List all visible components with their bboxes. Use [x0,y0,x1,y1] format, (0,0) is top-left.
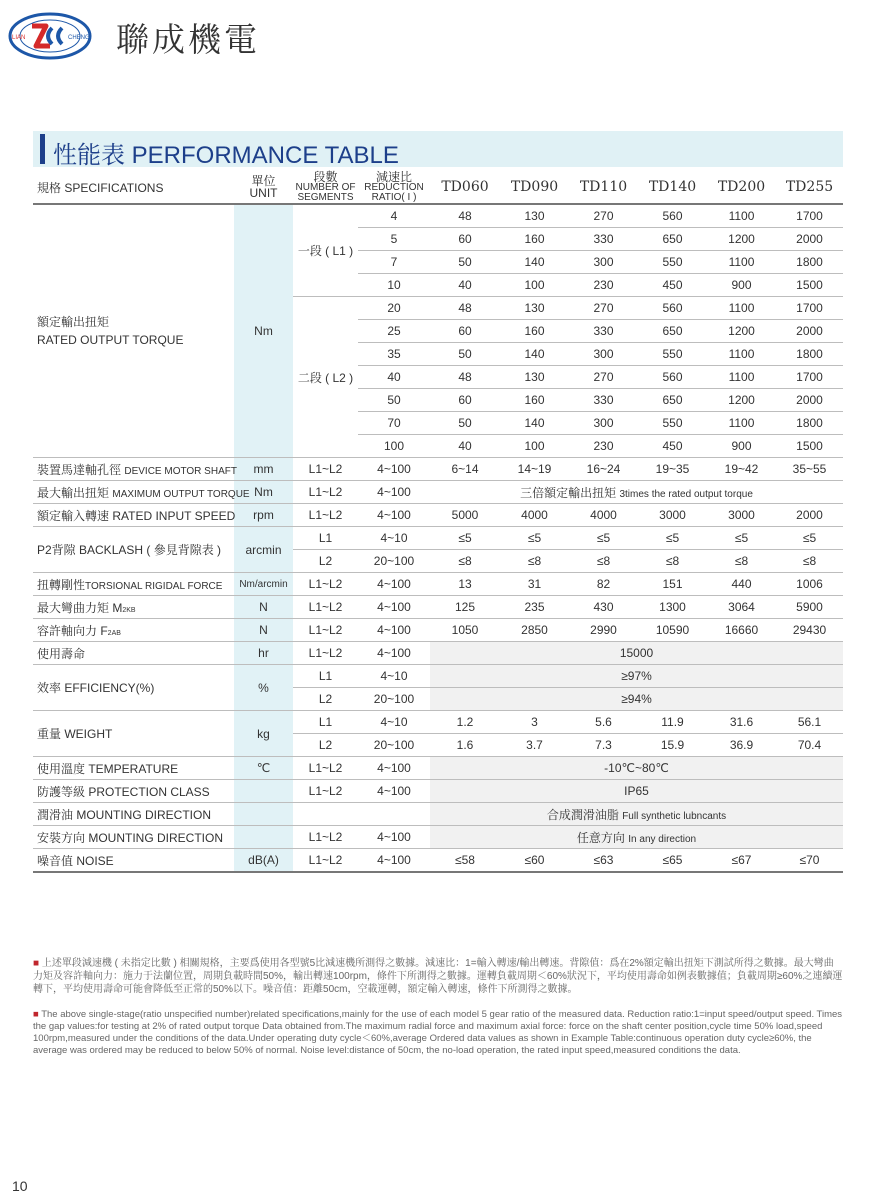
value-cell: 270 [569,297,638,320]
value-cell: ≤63 [569,849,638,873]
row-label: P2背隙 BACKLASH ( 參見背隙表 ) [33,527,234,573]
ratio-cell: 40 [358,366,430,389]
value-cell: 40 [430,435,500,458]
shaft-label [33,458,237,481]
row-label: 防護等級 PROTECTION CLASS [33,780,234,803]
value-cell: 650 [638,389,707,412]
value-cell: 140 [500,343,569,366]
value-cell: 560 [638,204,707,228]
ratio-cell: 25 [358,320,430,343]
value-cell: 1.6 [430,734,500,757]
axial-label [33,619,234,642]
value-cell: ≤60 [500,849,569,873]
value-cell: 48 [430,366,500,389]
max-torque-value-en: 3times the rated output torque [619,488,753,500]
logo-text-left: LIAN [12,35,26,41]
value-cell: 1100 [707,204,776,228]
value-cell: 900 [707,274,776,297]
header-unit [234,171,293,204]
merged-value: 15000 [430,642,843,665]
value-cell: 230 [569,274,638,297]
torque-seg1: 一段 ( L1 ) [293,204,358,297]
value-cell: 56.1 [776,711,843,734]
value-cell: 60 [430,228,500,251]
seg-cell: L1~L2 [293,481,358,504]
torque-unit: Nm [234,204,293,458]
value-cell: 2000 [776,320,843,343]
row-label: 噪音值 NOISE [33,849,234,873]
value-cell: 3064 [707,596,776,619]
value-cell: 160 [500,389,569,412]
value-cell: 100 [500,435,569,458]
merged-value [430,826,843,849]
ratio-cell [358,803,430,826]
value-cell: 13 [430,573,500,596]
value-cell: ≤5 [430,527,500,550]
value-cell: 140 [500,412,569,435]
value-cell: 1500 [776,435,843,458]
value-cell: 5000 [430,504,500,527]
title-accent [40,134,45,164]
torque-label [33,204,234,458]
value-cell: 10590 [638,619,707,642]
seg-cell: L1~L2 [293,458,358,481]
value-cell: 70.4 [776,734,843,757]
table-row [33,596,843,619]
value-cell: 1100 [707,343,776,366]
table-row [33,665,843,688]
bending-label-sub: 2KB [122,606,136,614]
torque-label-en: RATED OUTPUT TORQUE [37,333,184,347]
ratio-cell: 70 [358,412,430,435]
merged-value [430,481,843,504]
unit-cell: % [234,665,293,711]
header-ratio-cn: 減速比 [375,170,412,184]
value-cell: 1300 [638,596,707,619]
value-cell: 3000 [638,504,707,527]
value-cell: 7.3 [569,734,638,757]
value-cell: 230 [569,435,638,458]
ratio-cell: 20~100 [358,550,430,573]
value-cell: 300 [569,343,638,366]
page-number: 10 [12,1178,28,1194]
mounting-value-cn: 任意方向 [576,830,625,845]
max-torque-value-cn: 三倍額定輸出扭矩 [520,485,617,500]
value-cell: 60 [430,389,500,412]
table-row [33,757,843,780]
seg-cell: L2 [293,734,358,757]
ratio-cell: 5 [358,228,430,251]
note-chinese-text: 上述單段減速機 ( 未指定比數 ) 相關規格，主要爲使用各型號5比減速機所測得之數據。減速比：1=輸入轉速/輸出轉速。背隙值：爲在2%額定輸出扭矩下測試所得之數據。最大彎曲力矩及容許軸向力：施力于法蘭位置，周期負載時間50%，輸出轉速100rpm，條件下所測得之數據。運轉負載周期＜60%狀況下，平均使用壽命如例表數據值；負載周期≥60%之連續運轉下，平均使用壽命可能會降低至正常的50%以下。噪音值：距離50cm，空載運轉，額定輸入轉速，條件下所測得之數據。 [33,958,843,995]
value-cell: 900 [707,435,776,458]
ratio-cell: 20~100 [358,688,430,711]
value-cell: 40 [430,274,500,297]
value-cell: 1200 [707,228,776,251]
value-cell: 1006 [776,573,843,596]
value-cell: 130 [500,297,569,320]
header-unit-cn: 單位 [251,174,276,188]
value-cell: 1100 [707,297,776,320]
unit-cell: N [234,619,293,642]
table-row [33,573,843,596]
ratio-cell: 4~100 [358,596,430,619]
value-cell: ≤70 [776,849,843,873]
ratio-cell: 7 [358,251,430,274]
header-seg-en2: SEGMENTS [297,192,354,203]
seg-cell: L1~L2 [293,619,358,642]
unit-cell [234,826,293,849]
value-cell: 4000 [500,504,569,527]
merged-value: ≥97% [430,665,843,688]
value-cell: ≤5 [569,527,638,550]
ratio-cell: 4~100 [358,780,430,803]
ratio-cell: 50 [358,389,430,412]
value-cell: ≤65 [638,849,707,873]
ratio-cell: 4~100 [358,458,430,481]
value-cell: 650 [638,228,707,251]
value-cell: ≤5 [776,527,843,550]
value-cell: 560 [638,297,707,320]
ratio-cell: 20 [358,297,430,320]
table-header-row [33,171,843,204]
table-row [33,504,843,527]
unit-cell [234,780,293,803]
table-row [33,780,843,803]
value-cell: 550 [638,343,707,366]
value-cell: 2990 [569,619,638,642]
value-cell: 48 [430,297,500,320]
section-title-bar [33,131,843,167]
value-cell: 11.9 [638,711,707,734]
value-cell: 1700 [776,366,843,389]
value-cell: 235 [500,596,569,619]
seg-cell: L1~L2 [293,849,358,873]
seg-cell: L1 [293,665,358,688]
value-cell: 550 [638,412,707,435]
seg-cell: L1~L2 [293,573,358,596]
note-english-text: The above single-stage(ratio unspecified number)related specifications,mainly for the use of each model 5 gear ratio of the measured data. Reduction ratio:1=input speed/output speed. Times the gap values:for testing at 2% of rated output torque Data obtained from.The maximum radial force and maximum axial force: force on the shaft center position,cycle time 50% load,speed 100rpm,measured under the conditions of the data.Under operating duty cycle＜60%,average Ordered data values as shown in Example Table:continuous operation duty cycle≥60%, the average was ordered may be reduced to below 50% of normal. Noise level:distance of 50cm, the no-load operation, the rated input speed,measured conditions the data. [33,1009,843,1056]
header-ratio-en1: REDUCTION [364,182,424,193]
value-cell: 450 [638,274,707,297]
value-cell: 3000 [707,504,776,527]
max-torque-label-cn: 最大輸出扭矩 [37,485,110,500]
value-cell: ≤5 [638,527,707,550]
value-cell: 1800 [776,412,843,435]
ratio-cell: 10 [358,274,430,297]
company-name: 聯成機電 [116,20,260,59]
table-row [33,826,843,849]
table-row [33,849,843,873]
value-cell: 550 [638,251,707,274]
unit-cell: N [234,596,293,619]
value-cell: 160 [500,228,569,251]
header-model: TD255 [776,171,843,204]
value-cell: 36.9 [707,734,776,757]
value-cell: 1.2 [430,711,500,734]
value-cell: 140 [500,251,569,274]
ratio-cell: 4~100 [358,849,430,873]
bending-label-cn: 最大彎曲力矩 M [37,600,123,615]
table-row [33,711,843,734]
ratio-cell: 4~100 [358,573,430,596]
value-cell: 151 [638,573,707,596]
ratio-cell: 35 [358,343,430,366]
ratio-cell: 4~10 [358,711,430,734]
ratio-cell: 4~100 [358,504,430,527]
value-cell: 3 [500,711,569,734]
value-cell: ≤5 [707,527,776,550]
value-cell: 4000 [569,504,638,527]
value-cell: 2000 [776,504,843,527]
value-cell: 130 [500,366,569,389]
header-model: TD110 [569,171,638,204]
header-spec: 規格 SPECIFICATIONS [33,171,234,204]
value-cell: 1100 [707,412,776,435]
ratio-cell: 4~100 [358,826,430,849]
seg-cell: L1 [293,527,358,550]
performance-table [33,171,843,873]
value-cell: 300 [569,412,638,435]
value-cell: 5900 [776,596,843,619]
value-cell: ≤8 [569,550,638,573]
unit-cell: arcmin [234,527,293,573]
bending-label [33,596,234,619]
unit-cell: ℃ [234,757,293,780]
header-model: TD060 [430,171,500,204]
ratio-cell: 4~100 [358,642,430,665]
shaft-label-en: DEVICE MOTOR SHAFT [124,465,237,477]
lubricant-value-en: Full synthetic lubncants [622,810,727,822]
value-cell: 2000 [776,389,843,412]
torque-label-cn: 額定輸出扭矩 [37,315,110,329]
value-cell: ≤8 [776,550,843,573]
value-cell: 430 [569,596,638,619]
value-cell: 31.6 [707,711,776,734]
value-cell: 560 [638,366,707,389]
value-cell: 1100 [707,251,776,274]
note-chinese [33,957,843,996]
value-cell: 29430 [776,619,843,642]
header-model: TD090 [500,171,569,204]
value-cell: 1800 [776,343,843,366]
torque-seg2: 二段 ( L2 ) [293,297,358,458]
table-row [33,619,843,642]
value-cell: 130 [500,204,569,228]
ratio-cell: 4~100 [358,757,430,780]
row-label: 安裝方向 MOUNTING DIRECTION [33,826,234,849]
value-cell: 15.9 [638,734,707,757]
value-cell: 1100 [707,366,776,389]
unit-cell: hr [234,642,293,665]
value-cell: 16660 [707,619,776,642]
rigidity-label-en: TORSIONAL RIGIDAL FORCE [85,580,223,592]
mounting-value-en: In any direction [628,833,697,845]
max-torque-label [33,481,250,504]
max-torque-label-en: MAXIMUM OUTPUT TORQUE [112,488,250,500]
table-row [33,481,843,504]
rigidity-label [33,573,234,596]
unit-cell: rpm [234,504,293,527]
value-cell: 19~42 [707,458,776,481]
value-cell: 50 [430,251,500,274]
ratio-cell: 20~100 [358,734,430,757]
seg-cell: L1~L2 [293,826,358,849]
value-cell: 1050 [430,619,500,642]
value-cell: 48 [430,204,500,228]
value-cell: 35~55 [776,458,843,481]
value-cell: 125 [430,596,500,619]
merged-value: IP65 [430,780,843,803]
value-cell: 2850 [500,619,569,642]
value-cell: 330 [569,228,638,251]
section-title: 性能表 PERFORMANCE TABLE [53,142,399,169]
value-cell: 1700 [776,204,843,228]
note-bullet: ■ [33,958,40,969]
value-cell: ≤8 [638,550,707,573]
axial-label-cn: 容許軸向力 F [37,623,108,638]
value-cell: 100 [500,274,569,297]
value-cell: ≤8 [430,550,500,573]
value-cell: 270 [569,366,638,389]
unit-cell: Nm/arcmin [234,573,293,596]
value-cell: 1200 [707,320,776,343]
seg-cell: L2 [293,550,358,573]
unit-cell: kg [234,711,293,757]
unit-cell: dB(A) [234,849,293,873]
value-cell: 270 [569,204,638,228]
value-cell: 82 [569,573,638,596]
axial-label-sub: 2AB [107,629,121,637]
value-cell: 1200 [707,389,776,412]
note-bullet: ■ [33,1009,39,1020]
header-unit-en: UNIT [249,186,278,200]
value-cell: 1500 [776,274,843,297]
table-row [33,803,843,826]
unit-cell: Nm [234,481,293,504]
seg-cell: L1 [293,711,358,734]
shaft-label-cn: 裝置馬達軸孔徑 [37,462,122,477]
header-seg-en1: NUMBER OF [295,182,356,193]
seg-cell: L1~L2 [293,757,358,780]
row-label: 效率 EFFICIENCY(%) [33,665,234,711]
row-label: 重量 WEIGHT [33,711,234,757]
value-cell: 31 [500,573,569,596]
value-cell: 440 [707,573,776,596]
ratio-cell: 4~10 [358,527,430,550]
table-row [33,527,843,550]
row-label: 使用壽命 [33,642,234,665]
value-cell: ≤58 [430,849,500,873]
ratio-cell: 100 [358,435,430,458]
value-cell: 1800 [776,251,843,274]
unit-cell: mm [234,458,293,481]
value-cell: 160 [500,320,569,343]
header-ratio-en2: RATIO( I ) [371,192,417,203]
header-model: TD200 [707,171,776,204]
header-model: TD140 [638,171,707,204]
seg-cell: L2 [293,688,358,711]
row-label: 潤滑油 MOUNTING DIRECTION [33,803,234,826]
ratio-cell: 4 [358,204,430,228]
ratio-cell: 4~10 [358,665,430,688]
value-cell: 6~14 [430,458,500,481]
seg-cell: L1~L2 [293,780,358,803]
value-cell: ≤5 [500,527,569,550]
value-cell: 2000 [776,228,843,251]
seg-cell: L1~L2 [293,596,358,619]
value-cell: 1700 [776,297,843,320]
value-cell: ≤8 [707,550,776,573]
table-row [33,458,843,481]
merged-value: -10℃~80℃ [430,757,843,780]
value-cell: ≤8 [500,550,569,573]
merged-value: ≥94% [430,688,843,711]
value-cell: 330 [569,320,638,343]
ratio-cell: 4~100 [358,481,430,504]
value-cell: 50 [430,343,500,366]
value-cell: 650 [638,320,707,343]
value-cell: ≤67 [707,849,776,873]
note-english [33,1009,843,1057]
company-logo [6,6,96,66]
header-seg-cn: 段數 [313,170,338,184]
table-row [33,204,843,228]
value-cell: 50 [430,412,500,435]
value-cell: 16~24 [569,458,638,481]
header-ratio [358,171,430,204]
logo-text-right: CHENG [68,35,90,41]
rigidity-label-cn: 扭轉剛性 [37,577,86,592]
ratio-cell: 4~100 [358,619,430,642]
table-row [33,642,843,665]
value-cell: 450 [638,435,707,458]
merged-value [430,803,843,826]
value-cell: 300 [569,251,638,274]
value-cell: 3.7 [500,734,569,757]
row-label: 額定輸入轉速 RATED INPUT SPEED [33,504,234,527]
value-cell: 330 [569,389,638,412]
seg-cell: L1~L2 [293,642,358,665]
value-cell: 60 [430,320,500,343]
unit-cell [234,803,293,826]
seg-cell [293,803,358,826]
seg-cell: L1~L2 [293,504,358,527]
row-label: 使用溫度 TEMPERATURE [33,757,234,780]
value-cell: 14~19 [500,458,569,481]
value-cell: 19~35 [638,458,707,481]
header-segments [293,171,358,204]
lubricant-value-cn: 合成潤滑油脂 [546,807,619,822]
value-cell: 5.6 [569,711,638,734]
